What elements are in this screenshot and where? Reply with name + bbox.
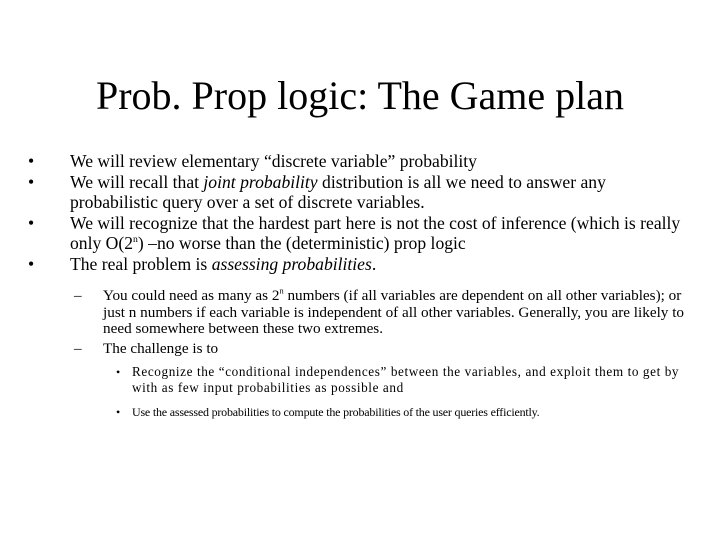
bullet-text-emphasis: assessing probabilities bbox=[211, 253, 372, 274]
bullet-text-start: We will recall that bbox=[70, 171, 204, 192]
subbullet-text-start: You could need as many as 2 bbox=[103, 287, 280, 304]
bullet-dot-icon: • bbox=[28, 171, 35, 192]
bullet-dot-icon: • bbox=[28, 151, 35, 171]
subbullet-text-end: numbers (if all variables are dependent on all other variables); or just n numbers if each variable is independent of all other variables. Generally, you are likely to need somewhere between these two extremes. bbox=[103, 287, 685, 338]
bullet-dot-icon: • bbox=[116, 405, 121, 420]
subsubbullet-text: Recognize the “conditional independences” between the variables, and exploit them to get by with as few input probabilities as possible and bbox=[132, 364, 680, 396]
bullet-dot-icon: • bbox=[28, 253, 35, 274]
dash-icon: – bbox=[74, 287, 82, 304]
subsubbullet-conditional-independences bbox=[28, 364, 698, 396]
exponent: n bbox=[279, 286, 284, 296]
bullet-list bbox=[28, 151, 698, 420]
subbullet-text: The challenge is to bbox=[103, 339, 219, 357]
bullet-text-end: distribution is all we need to answer any probabilistic query over a set of discrete variables. bbox=[70, 171, 606, 212]
bullet-text-start: The real problem is bbox=[70, 253, 212, 274]
bullet-text: We will review elementary “discrete variable” probability bbox=[70, 151, 477, 171]
bullet-real-problem bbox=[28, 254, 698, 275]
bullet-hardest-part bbox=[28, 213, 698, 254]
bullet-review-probability bbox=[28, 151, 698, 172]
bullet-dot-icon: • bbox=[28, 212, 35, 233]
subbullet-challenge bbox=[28, 341, 698, 358]
bullet-text-start: We will recognize that the hardest part here is not the cost of inference (which is really only O(2 bbox=[70, 212, 681, 253]
bullet-joint-probability bbox=[28, 172, 698, 213]
bullet-text-end: ) –no worse than the (deterministic) prop logic bbox=[137, 233, 466, 253]
subsubbullet-text: Use the assessed probabilities to compute the probabilities of the user queries efficiently. bbox=[132, 405, 540, 420]
subbullet-numbers-needed bbox=[28, 288, 698, 338]
bullet-dot-icon: • bbox=[116, 365, 121, 380]
slide-title: Prob. Prop logic: The Game plan bbox=[95, 73, 625, 118]
subsubbullet-compute-probabilities bbox=[28, 404, 698, 420]
exponent: n bbox=[133, 233, 138, 245]
bullet-text-emphasis: joint probability bbox=[203, 171, 318, 192]
bullet-text-end: . bbox=[371, 253, 377, 274]
dash-icon: – bbox=[74, 339, 82, 357]
